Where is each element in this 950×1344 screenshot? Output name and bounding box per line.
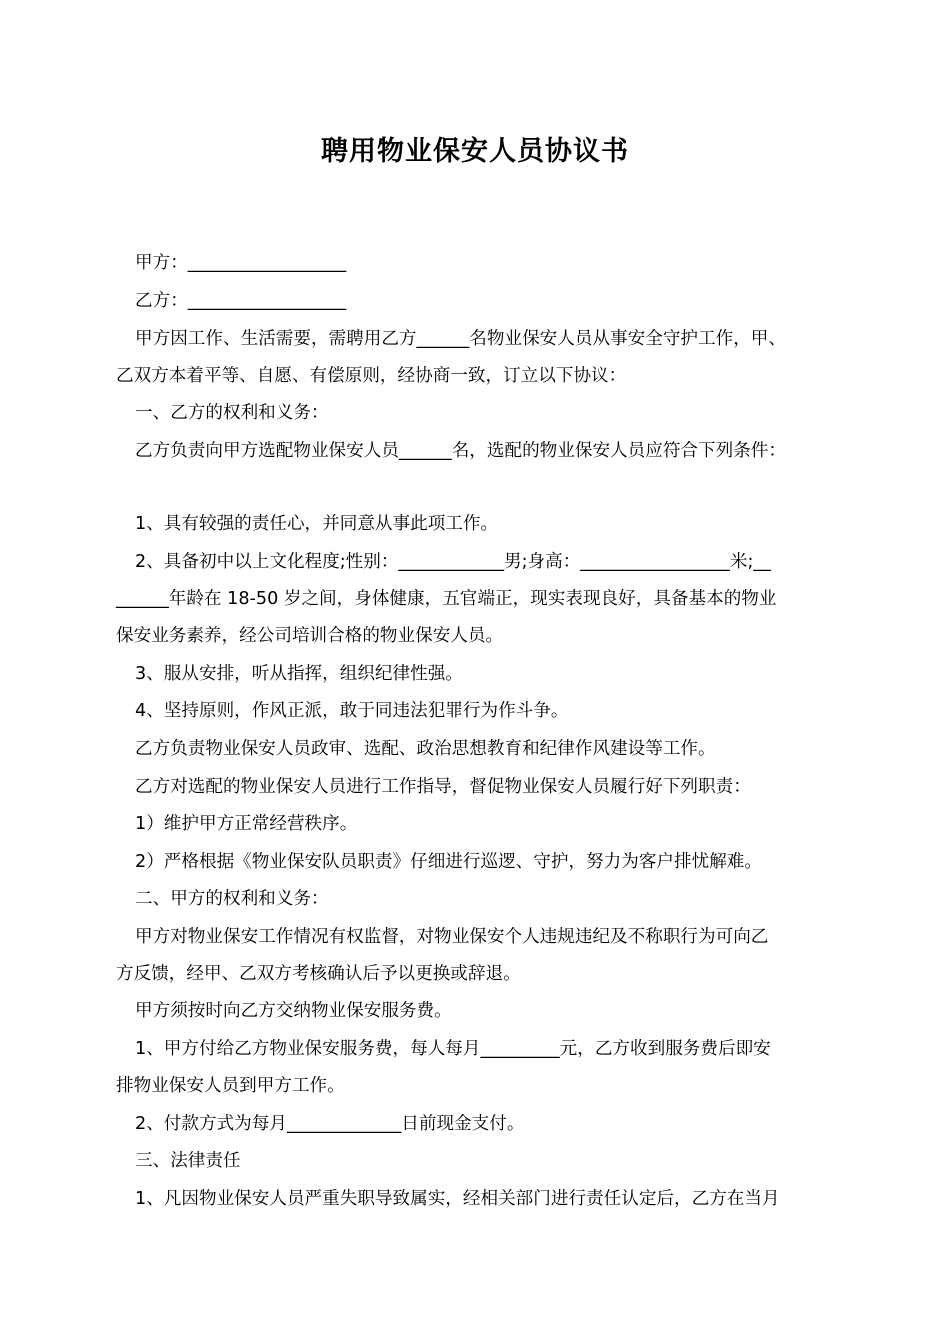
list-item: 3、服从安排，听从指挥，组织纪律性强。 (135, 664, 463, 684)
paragraph-line: 方反馈，经甲、乙双方考核确认后予以更换或辞退。 (116, 964, 521, 984)
list-item: 1）维护甲方正常经营秩序。 (135, 814, 358, 834)
list-item: 1、甲方付给乙方物业保安服务费，每人每月_________元，乙方收到服务费后即安 (135, 1039, 771, 1059)
party-b-line: 乙方：__________________ (135, 291, 347, 311)
list-item: 2、具备初中以上文化程度;性别：____________男;身高：_________________米;__ (135, 552, 771, 572)
list-item: 2、付款方式为每月_____________日前现金支付。 (135, 1114, 525, 1134)
list-item: 1、凡因物业保安人员严重失职导致属实，经相关部门进行责任认定后，乙方在当月 (135, 1189, 780, 1209)
paragraph-line: 甲方须按时向乙方交纳物业保安服务费。 (135, 1001, 452, 1021)
party-a-line: 甲方：__________________ (135, 253, 347, 273)
section-heading: 三、法律责任 (135, 1151, 241, 1171)
list-item: 2）严格根据《物业保安队员职责》仔细进行巡逻、守护，努力为客户排忧解难。 (135, 852, 762, 872)
document-title: 聘用物业保安人员协议书 (321, 136, 629, 167)
paragraph-line: 乙方负责物业保安人员政审、选配、政治思想教育和纪律作风建设等工作。 (135, 739, 716, 759)
paragraph-line: 排物业保安人员到甲方工作。 (116, 1076, 345, 1096)
paragraph-line: 甲方因工作、生活需要，需聘用乙方______名物业保安人员从事安全守护工作，甲、 (135, 329, 786, 349)
paragraph-line: 甲方对物业保安工作情况有权监督，对物业保安个人违规违纪及不称职行为可向乙 (135, 927, 769, 947)
paragraph-line: 保安业务素养，经公司培训合格的物业保安人员。 (116, 626, 504, 646)
list-item: 1、具有较强的责任心，并同意从事此项工作。 (135, 514, 499, 534)
paragraph-line: 乙方负责向甲方选配物业保安人员______名，选配的物业保安人员应符合下列条件： (135, 441, 786, 461)
section-heading: 一、乙方的权利和义务： (135, 403, 329, 423)
paragraph-line: 乙双方本着平等、自愿、有偿原则，经协商一致，订立以下协议： (116, 366, 627, 386)
list-item: 4、坚持原则，作风正派，敢于同违法犯罪行为作斗争。 (135, 701, 569, 721)
paragraph-line: 乙方对选配的物业保安人员进行工作指导，督促物业保安人员履行好下列职责： (135, 777, 751, 797)
section-heading: 二、甲方的权利和义务： (135, 889, 329, 909)
paragraph-line: ______年龄在 18-50 岁之间，身体健康，五官端正，现实表现良好，具备基本的物业 (116, 589, 777, 609)
